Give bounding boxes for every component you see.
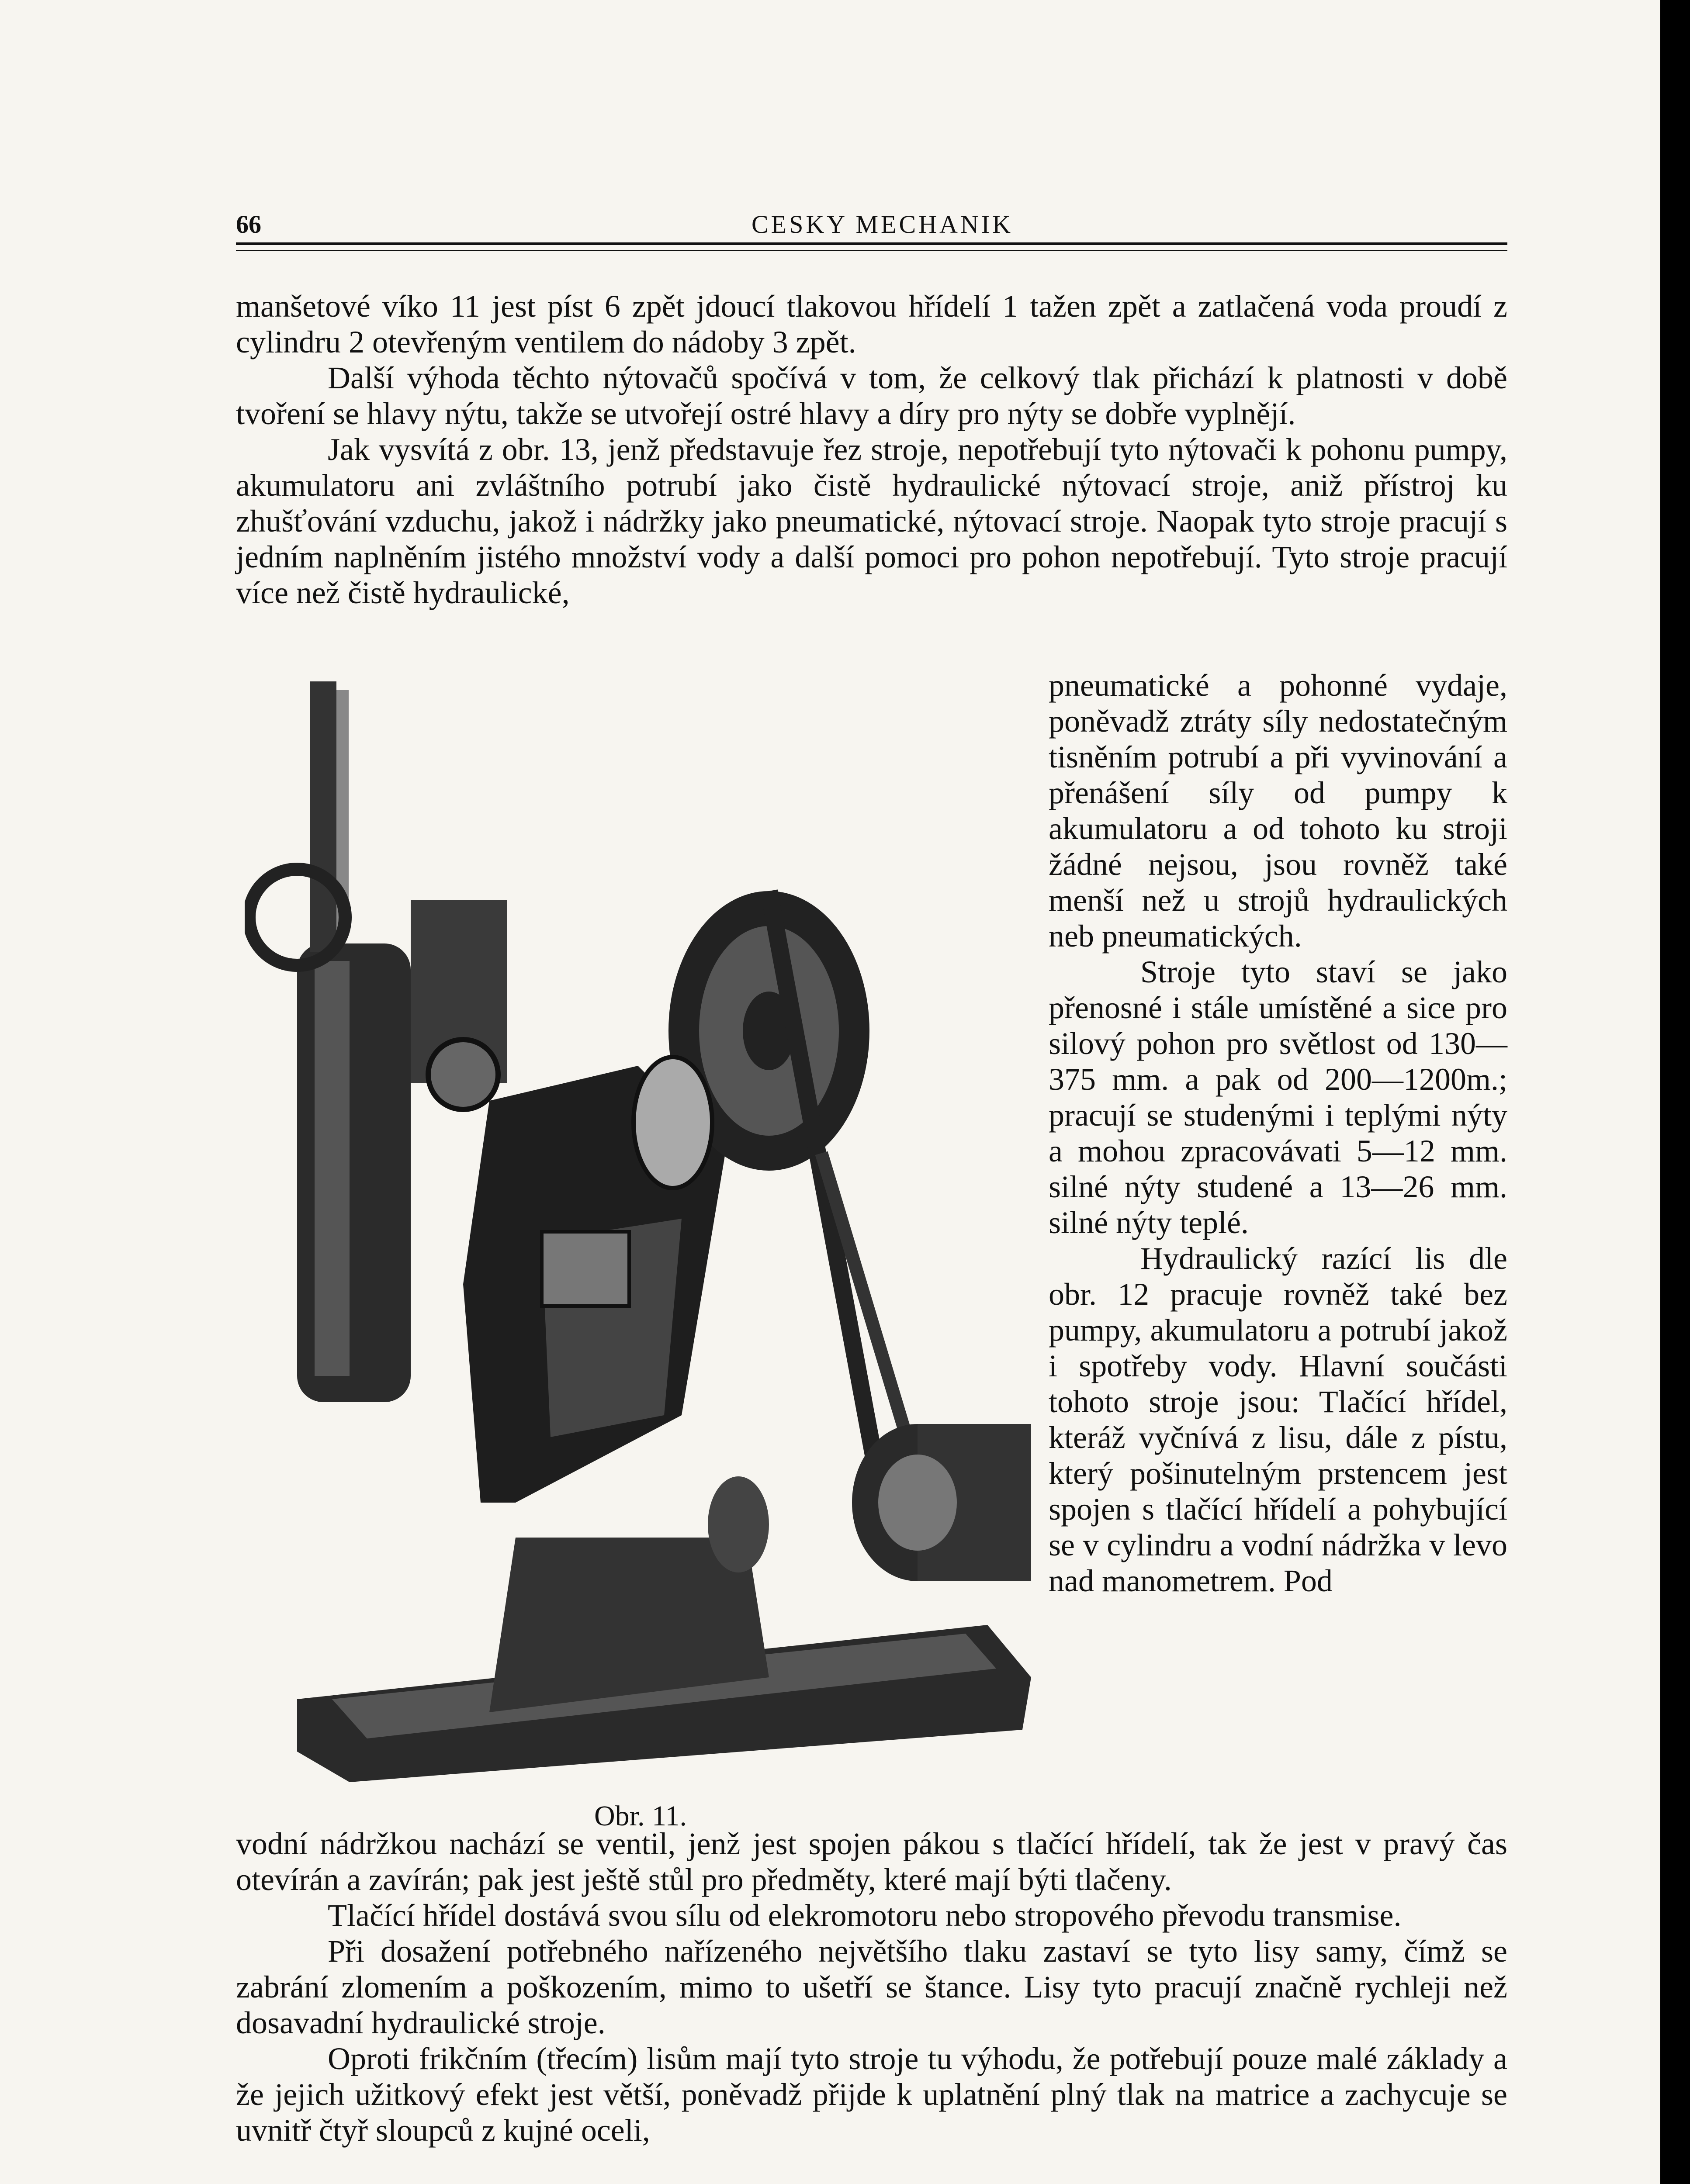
paragraph-4: vodní nádržkou nachází se ventil, jenž jest spojen pákou s tlačící hřídelí, tak že jest v pravý čas otevírán a zavírán; pak jest ještě stůl pro předměty, které mají býti tlačeny. bbox=[236, 1826, 1507, 1897]
page-number: 66 bbox=[236, 210, 261, 238]
right-paragraph-3: Hydraulický razící lis dle obr. 12 pracuje rovněž také bez pumpy, akumulatoru a potrubí jakož i spotřeby vody. Hlavní součásti tohoto stroje jsou: Tlačící hřídel, kteráž vyčnívá z lisu, dále z pístu, který pošinutelným prstencem jest spojen s tlačící hřídelí a pohybující se v cylindru a vodní nádržka v levo nad manometrem. Pod bbox=[1049, 1241, 1507, 1598]
bottom-text-block bbox=[236, 1826, 1507, 2148]
header-rule-thin bbox=[236, 250, 1507, 251]
machine-illustration bbox=[245, 673, 1049, 1782]
running-header bbox=[236, 205, 1507, 245]
right-paragraph-2: Stroje tyto staví se jako přenosné i stále umístěné a sice pro silový pohon pro světlost od 130—375 mm. a pak od 200—1200m.; pracují se studenými i teplými nýty a mohou zpracovávati 5—12 mm. silné nýty studené a 13—26 mm. silné nýty teplé. bbox=[1049, 954, 1507, 1240]
paragraph-7: Oproti frikčním (třecím) lisům mají tyto stroje tu výhodu, že potřebují pouze malé základy a že jejich užitkový efekt jest větší, poněvadž přijde k uplatnění plný tlak na matrice a zachycuje se uvnitř čtyř sloupců z kujné oceli, bbox=[236, 2041, 1507, 2148]
top-text-block bbox=[236, 288, 1507, 611]
running-title: CESKY MECHANIK bbox=[751, 210, 1014, 238]
header-rule-thick bbox=[236, 242, 1507, 245]
right-column-text bbox=[1049, 667, 1507, 1599]
figure-caption: Obr. 11. bbox=[594, 1800, 687, 1832]
paragraph-1: manšetové víko 11 jest píst 6 zpět jdoucí tlakovou hřídelí 1 tažen zpět a zatlačená voda proudí z cylindru 2 otevřeným ventilem do nádoby 3 zpět. bbox=[236, 289, 1507, 359]
paragraph-3: Jak vysvítá z obr. 13, jenž představuje řez stroje, nepotřebují tyto nýtovači k pohonu pumpy, akumulatoru ani zvláštního potrubí jako čistě hydraulické nýtovací stroje, aniž přístroj ku zhušťování vzduchu, jakož i nádržky jako pneumatické, nýtovací stroje. Naopak tyto stroje pracují s jedním naplněním jistého množství vody a další pomoci pro pohon nepotřebují. Tyto stroje pracují více než čistě hydraulické, bbox=[236, 432, 1507, 610]
paragraph-6: Při dosažení potřebného nařízeného největšího tlaku zastaví se tyto lisy samy, čímž se zabrání zlomením a poškozením, mimo to ušetří se štance. Lisy tyto pracují značně rychleji než dosavadní hydraulické stroje. bbox=[236, 1934, 1507, 2040]
scan-border bbox=[1660, 0, 1690, 2184]
paragraph-2: Další výhoda těchto nýtovačů spočívá v tom, že celkový tlak přichází k platnosti v době tvoření se hlavy nýtu, takže se utvořejí ostré hlavy a díry pro nýty se dobře vyplnějí. bbox=[236, 360, 1507, 431]
paragraph-5: Tlačící hřídel dostává svou sílu od elekromotoru nebo stropového převodu transmise. bbox=[328, 1898, 1402, 1933]
right-paragraph-1: pneumatické a pohonné vydaje, poněvadž ztráty síly nedostatečným tisněním potrubí a při vyvinování a přenášení síly od pumpy k akumulatoru a od tohoto ku stroji žádné nejsou, jsou rovněž také menší než u strojů hydraulických neb pneumatických. bbox=[1049, 668, 1507, 954]
